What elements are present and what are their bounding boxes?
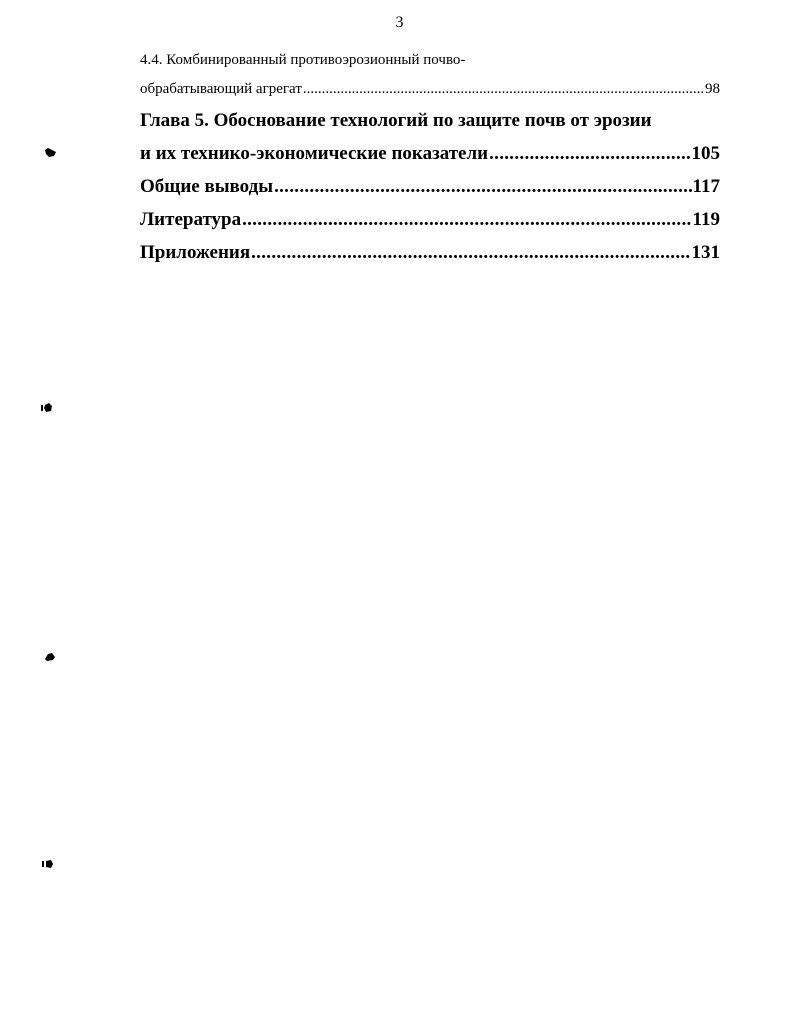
toc-chapter-5-page: 105	[691, 143, 720, 164]
page-number: 3	[395, 14, 404, 31]
toc-section-4-4-title: обрабатывающий агрегат	[140, 81, 302, 97]
toc-literature-title: Литература	[140, 209, 242, 230]
toc-chapter-5-line2	[140, 137, 720, 170]
toc-section-4-4-line2	[140, 75, 720, 104]
toc-section-4-4-page: 98	[705, 81, 720, 97]
toc-chapter-5-title: и их технико-экономические показатели	[140, 143, 489, 164]
toc-appendices-title: Приложения	[140, 242, 251, 263]
leader-dots	[251, 236, 690, 269]
scan-speck	[41, 858, 55, 870]
scan-speck	[44, 147, 58, 159]
toc-section-4-4-line1: 4.4. Комбинированный противоэрозионный почво-	[140, 52, 466, 68]
leader-dots	[303, 75, 704, 104]
toc-conclusions-title: Общие выводы	[140, 176, 274, 197]
toc-appendices-page: 131	[691, 242, 720, 263]
scan-speck	[40, 402, 54, 414]
leader-dots	[489, 137, 690, 170]
toc-literature	[140, 203, 720, 236]
toc-conclusions-page: 117	[692, 176, 720, 197]
toc-chapter-5-line1: Глава 5. Обоснование технологий по защите почв от эрозии	[140, 110, 652, 131]
scan-speck	[43, 651, 57, 663]
leader-dots	[242, 203, 691, 236]
leader-dots	[274, 170, 691, 203]
toc-literature-page: 119	[692, 209, 720, 230]
toc-conclusions	[140, 170, 720, 203]
table-of-contents	[140, 46, 720, 269]
toc-appendices	[140, 236, 720, 269]
